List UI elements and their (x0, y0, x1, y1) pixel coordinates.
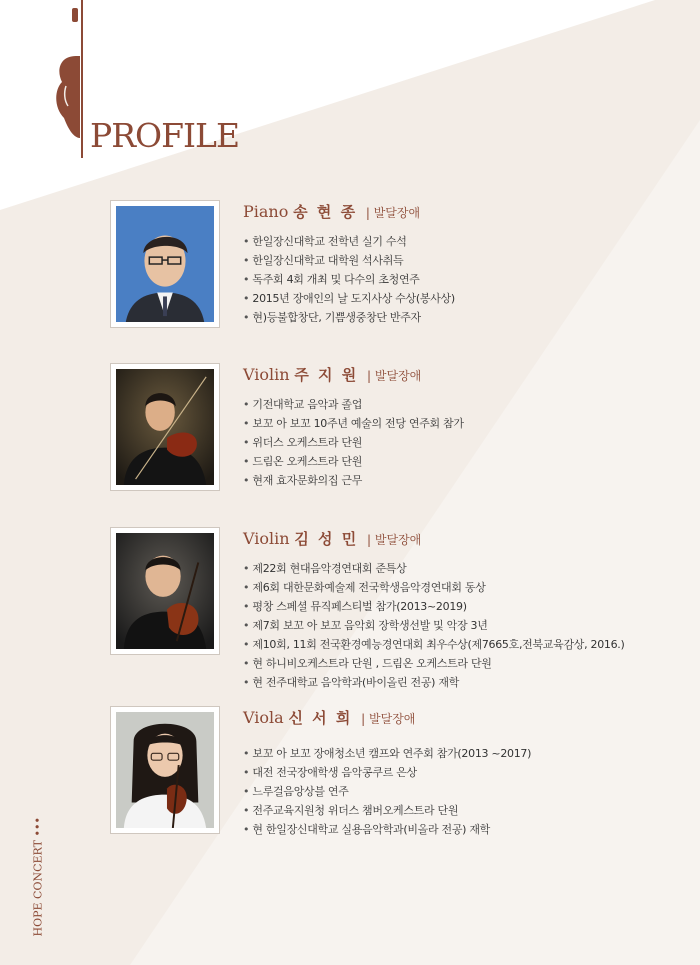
profile-tag: | 발달장애 (367, 369, 422, 383)
profile-card (110, 200, 680, 330)
list-item: • 현 하니비오케스트라 단원 , 드림온 오케스트라 단원 (243, 654, 683, 673)
list-item: • 독주회 4회 개최 및 다수의 초청연주 (243, 270, 683, 289)
page-title: PROFILE (90, 116, 240, 155)
side-label (28, 817, 48, 942)
list-item: • 보꼬 아 보꼬 10주년 예술의 전당 연주회 참가 (243, 414, 683, 433)
list-item: • 현)등불합창단, 기쁨생중창단 반주자 (243, 308, 683, 327)
profile-list (243, 559, 683, 692)
list-item: • 드림온 오케스트라 단원 (243, 452, 683, 471)
profile-name: 신 서 희 (288, 709, 353, 727)
profile-list (243, 744, 683, 839)
profile-card (110, 363, 680, 493)
list-item: • 한일장신대학교 전학년 실기 수석 (243, 232, 683, 251)
list-item: • 현 한일장신대학교 실용음악학과(비올라 전공) 재학 (243, 820, 683, 839)
list-item: • 대전 전국장애학생 음악콩쿠르 은상 (243, 763, 683, 782)
list-item: • 제22회 현대음악경연대회 준특상 (243, 559, 683, 578)
violin-icon (52, 0, 92, 160)
profile-list (243, 395, 683, 490)
profile-instrument: Piano (243, 202, 289, 221)
side-label-text (31, 817, 45, 937)
profile-instrument: Viola (243, 708, 284, 727)
side-label-title: HOPE CONCERT (31, 840, 45, 937)
profile-photo-frame (110, 527, 220, 655)
profile-name: 송 현 종 (293, 203, 358, 221)
profile-photo-frame (110, 363, 220, 491)
profile-photo (116, 533, 214, 649)
profile-list (243, 232, 683, 327)
profile-name: 김 성 민 (294, 530, 359, 548)
list-item: • 기전대학교 음악과 졸업 (243, 395, 683, 414)
profile-tag: | 발달장애 (367, 533, 422, 547)
profile-info (243, 527, 683, 692)
profile-instrument: Violin (243, 529, 290, 548)
profile-photo (116, 206, 214, 322)
side-label-dots: ••• (31, 817, 45, 837)
profile-tag: | 발달장애 (361, 712, 416, 726)
profile-heading (243, 363, 683, 387)
profile-info (243, 363, 683, 490)
list-item: • 보꼬 아 보꼬 장애청소년 캠프와 연주회 참가(2013 ~2017) (243, 744, 683, 763)
list-item: • 전주교육지원청 위더스 챔버오케스트라 단원 (243, 801, 683, 820)
profile-photo (116, 369, 214, 485)
profile-photo-frame (110, 200, 220, 328)
profile-heading (243, 706, 683, 730)
profile-photo-frame (110, 706, 220, 834)
profile-card (110, 527, 680, 687)
list-item: • 제10회, 11회 전국환경예능경연대회 최우수상(제7665호,전북교육감상, 2016.) (243, 635, 683, 654)
list-item: • 위더스 오케스트라 단원 (243, 433, 683, 452)
list-item: • 평창 스페셜 뮤직페스티벌 참가(2013~2019) (243, 597, 683, 616)
profile-info (243, 200, 683, 327)
list-item: • 현재 효자문화의집 근무 (243, 471, 683, 490)
list-item: • 제7회 보꼬 아 보꼬 음악회 장학생선발 및 악장 3년 (243, 616, 683, 635)
profile-info (243, 706, 683, 839)
list-item: • 제6회 대한문화예술제 전국학생음악경연대회 동상 (243, 578, 683, 597)
list-item: • 2015년 장애인의 날 도지사상 수상(봉사상) (243, 289, 683, 308)
profile-tag: | 발달장애 (365, 206, 421, 220)
profile-photo (116, 712, 214, 828)
list-item: • 한일장신대학교 대학원 석사취득 (243, 251, 683, 270)
list-item: • 현 전주대학교 음악학과(바이올린 전공) 재학 (243, 673, 683, 692)
profile-heading (243, 527, 683, 551)
profile-instrument: Violin (243, 365, 290, 384)
page-header (52, 0, 252, 160)
profile-heading (243, 200, 683, 224)
profile-card (110, 706, 680, 846)
list-item: • 느루걸음앙상블 연주 (243, 782, 683, 801)
profile-name: 주 지 원 (294, 366, 359, 384)
